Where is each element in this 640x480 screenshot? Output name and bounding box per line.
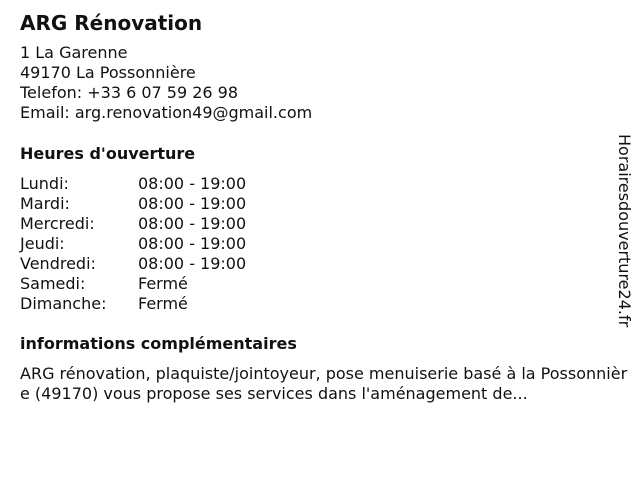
day-label: Vendredi:: [20, 254, 96, 273]
contact-block: [20, 43, 312, 123]
opening-hours-heading: Heures d'ouverture: [20, 144, 196, 163]
day-hours: 08:00 - 19:00: [138, 214, 247, 233]
hours-row-tuesday: [20, 194, 320, 214]
business-name: ARG Rénovation: [20, 11, 203, 35]
day-label: Samedi:: [20, 274, 86, 293]
address-line-1: 1 La Garenne: [20, 43, 128, 62]
day-hours: 08:00 - 19:00: [138, 174, 247, 193]
day-hours: 08:00 - 19:00: [138, 234, 247, 253]
day-label: Dimanche:: [20, 294, 107, 313]
business-description: ARG rénovation, plaquiste/jointoyeur, pose menuiserie basé à la Possonnière (49170) vous propose ses services dans l'aménagement de...: [20, 364, 628, 403]
hours-row-friday: [20, 254, 320, 274]
day-hours: Fermé: [138, 294, 188, 313]
address-line-2: 49170 La Possonnière: [20, 63, 196, 82]
hours-row-wednesday: [20, 214, 320, 234]
day-label: Mardi:: [20, 194, 70, 213]
site-watermark: Horairesdouverture24.fr: [615, 134, 634, 328]
hours-row-monday: [20, 174, 320, 194]
day-hours: Fermé: [138, 274, 188, 293]
phone-number: Telefon: +33 6 07 59 26 98: [20, 83, 239, 102]
day-hours: 08:00 - 19:00: [138, 254, 247, 273]
hours-row-saturday: [20, 274, 320, 294]
opening-hours-table: [20, 174, 320, 314]
day-label: Lundi:: [20, 174, 69, 193]
additional-info-heading: informations complémentaires: [20, 334, 297, 353]
email-address: Email: arg.renovation49@gmail.com: [20, 103, 313, 122]
hours-row-thursday: [20, 234, 320, 254]
day-hours: 08:00 - 19:00: [138, 194, 247, 213]
day-label: Jeudi:: [20, 234, 65, 253]
day-label: Mercredi:: [20, 214, 95, 233]
hours-row-sunday: [20, 294, 320, 314]
